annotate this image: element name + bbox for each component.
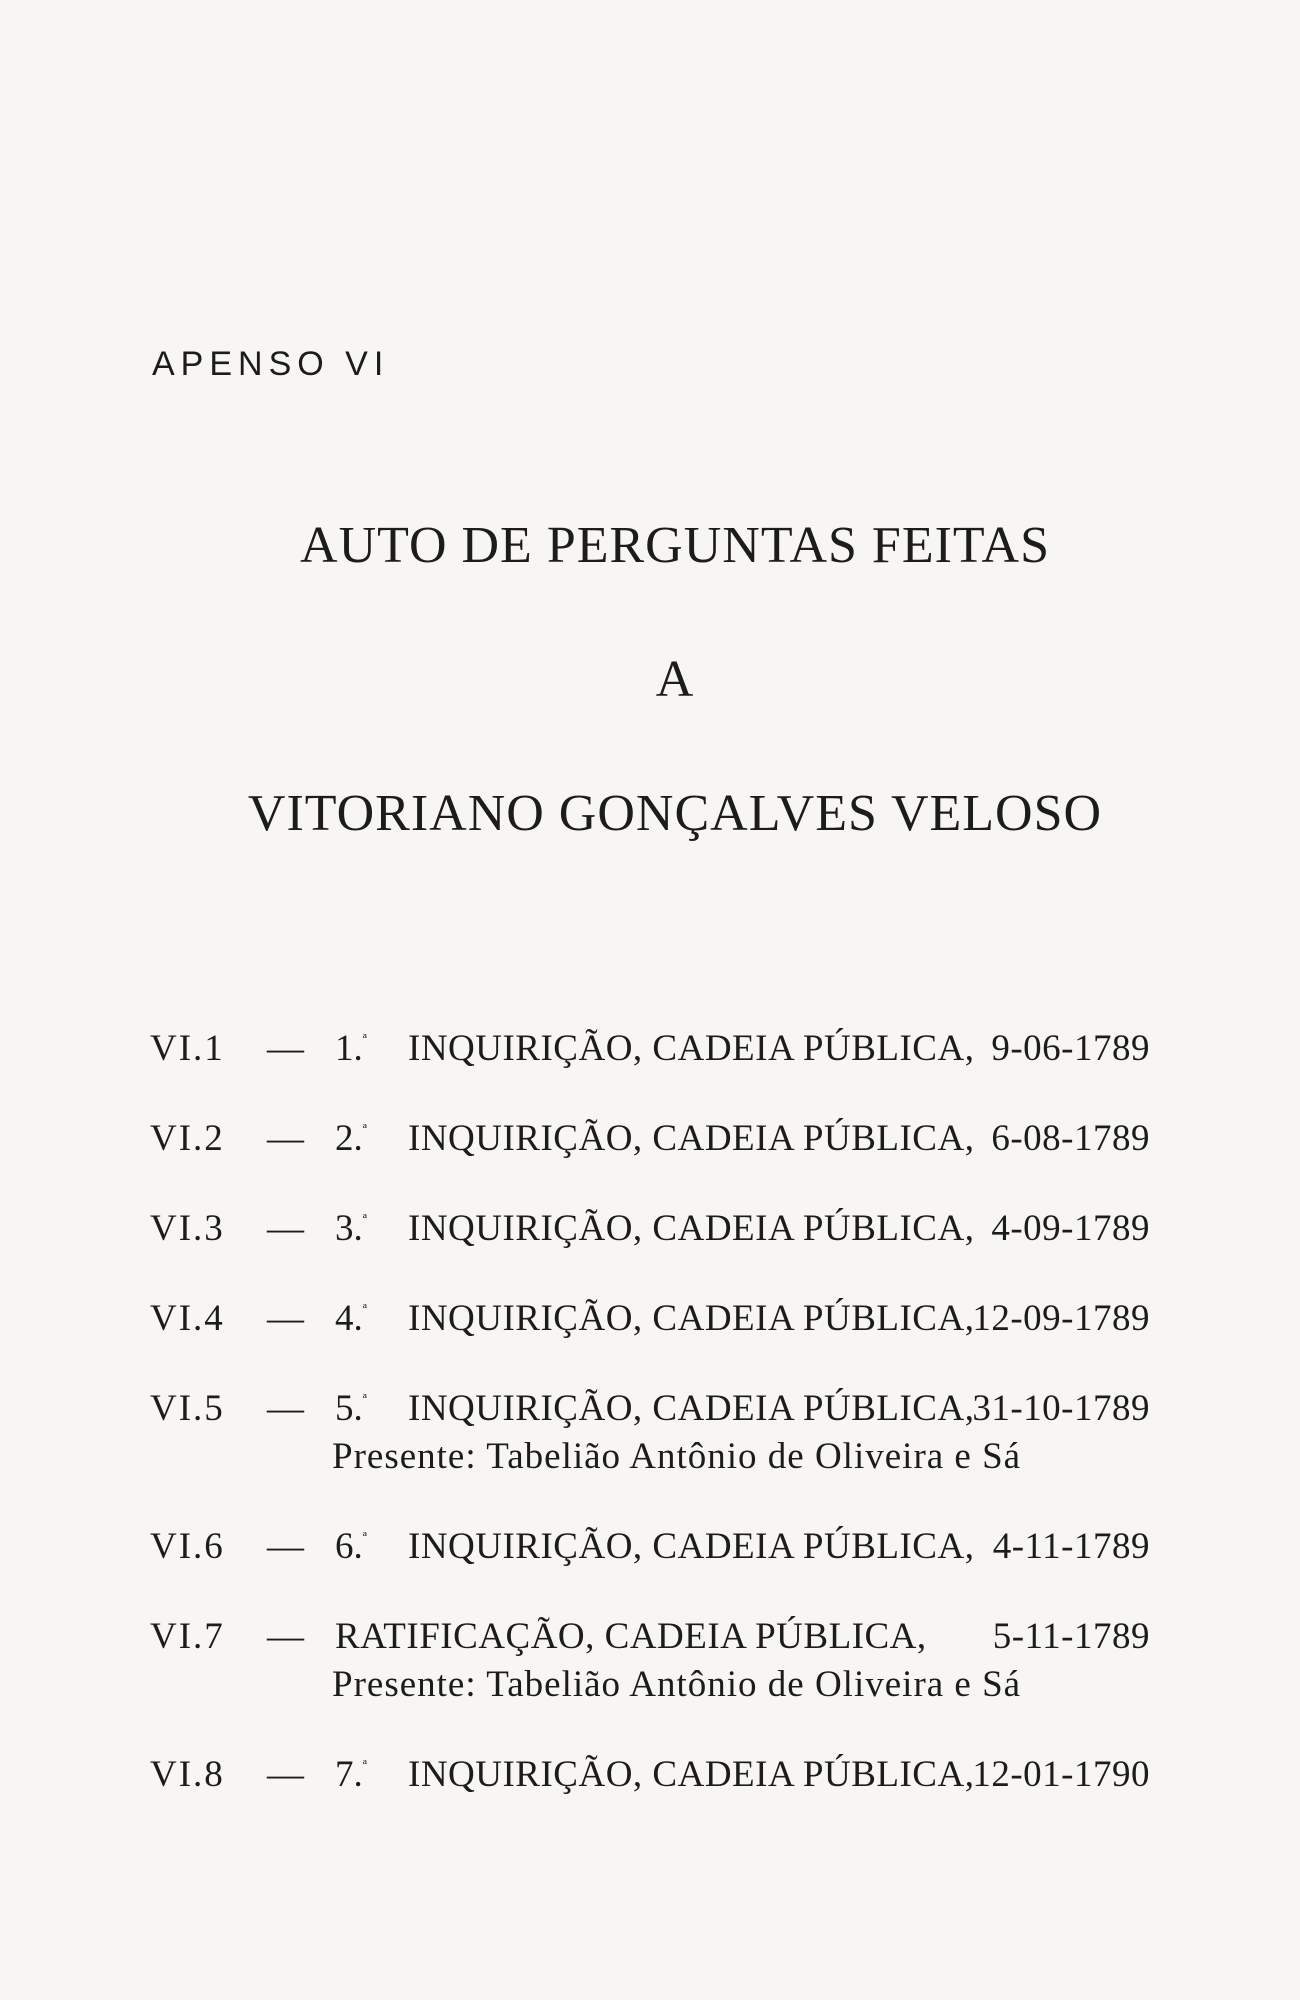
entry-dash: — (267, 1298, 304, 1339)
ordinal-value: 4. (335, 1298, 363, 1339)
entry-ordinal (335, 1528, 367, 1565)
entry-text: INQUIRIÇÃO, CADEIA PÚBLICA, (408, 1028, 975, 1069)
list-item (150, 1390, 1150, 1528)
list-item (150, 1528, 1150, 1618)
list-item (150, 1300, 1150, 1390)
entry-text: INQUIRIÇÃO, CADEIA PÚBLICA, (408, 1118, 975, 1159)
entry-number: VI.8 (150, 1754, 225, 1795)
entry-date: 4-11-1789 (992, 1526, 1150, 1567)
entry-ordinal (335, 1120, 367, 1157)
entry-ordinal (335, 1756, 367, 1793)
ordinal-value: 7. (335, 1754, 363, 1795)
list-item (150, 1030, 1150, 1120)
entry-text: INQUIRIÇÃO, CADEIA PÚBLICA, (408, 1388, 975, 1429)
ordinal-mark: ª (362, 1758, 367, 1774)
ordinal-mark: ª (362, 1122, 367, 1138)
entry-text: INQUIRIÇÃO, CADEIA PÚBLICA, (408, 1754, 975, 1795)
entry-date: 9-06-1789 (991, 1028, 1150, 1069)
entry-ordinal (335, 1030, 367, 1067)
entry-dash: — (267, 1616, 304, 1657)
ordinal-value: 6. (335, 1526, 363, 1567)
entry-dash: — (267, 1754, 304, 1795)
entry-text: RATIFICAÇÃO, CADEIA PÚBLICA, (335, 1616, 927, 1657)
entry-dash: — (267, 1388, 304, 1429)
appendix-label: APENSO VI (152, 345, 390, 383)
entry-number: VI.3 (150, 1208, 225, 1249)
entry-date: 5-11-1789 (992, 1616, 1150, 1657)
entry-ordinal (335, 1390, 367, 1427)
list-item (150, 1210, 1150, 1300)
list-item (150, 1756, 1150, 1846)
ordinal-value: 2. (335, 1118, 363, 1159)
entry-text: INQUIRIÇÃO, CADEIA PÚBLICA, (408, 1208, 975, 1249)
ordinal-mark: ª (362, 1302, 367, 1318)
ordinal-value: 5. (335, 1388, 363, 1429)
entry-date: 31-10-1789 (972, 1388, 1150, 1429)
ordinal-value: 3. (335, 1208, 363, 1249)
title-block (200, 517, 1150, 842)
entry-number: VI.4 (150, 1298, 225, 1339)
entry-dash: — (267, 1118, 304, 1159)
entry-note: Presente: Tabelião Antônio de Oliveira e Sá (332, 1664, 1022, 1705)
entry-text: INQUIRIÇÃO, CADEIA PÚBLICA, (408, 1298, 975, 1339)
ordinal-mark: ª (362, 1392, 367, 1408)
entry-date: 12-01-1790 (972, 1754, 1150, 1795)
entry-number: VI.7 (150, 1616, 225, 1657)
entry-date: 12-09-1789 (972, 1298, 1150, 1339)
entry-number: VI.2 (150, 1118, 225, 1159)
entry-dash: — (267, 1028, 304, 1069)
entry-date: 4-09-1789 (991, 1208, 1150, 1249)
entry-date: 6-08-1789 (991, 1118, 1150, 1159)
entry-dash: — (267, 1526, 304, 1567)
contents-list (150, 1030, 1150, 1846)
ordinal-mark: ª (362, 1212, 367, 1228)
entry-number: VI.1 (150, 1028, 225, 1069)
entry-number: VI.6 (150, 1526, 225, 1567)
entry-note: Presente: Tabelião Antônio de Oliveira e Sá (332, 1436, 1022, 1477)
entry-text: INQUIRIÇÃO, CADEIA PÚBLICA, (408, 1526, 975, 1567)
ordinal-value: 1. (335, 1028, 363, 1069)
title-line-3: VITORIANO GONÇALVES VELOSO (247, 785, 1103, 842)
title-line-1: AUTO DE PERGUNTAS FEITAS (300, 517, 1050, 574)
ordinal-mark: ª (362, 1032, 367, 1048)
entry-ordinal (335, 1210, 367, 1247)
list-item (150, 1120, 1150, 1210)
entry-ordinal (335, 1300, 367, 1337)
list-item (150, 1618, 1150, 1756)
title-line-2: A (655, 651, 695, 708)
ordinal-mark: ª (362, 1530, 367, 1546)
entry-dash: — (267, 1208, 304, 1249)
entry-number: VI.5 (150, 1388, 225, 1429)
